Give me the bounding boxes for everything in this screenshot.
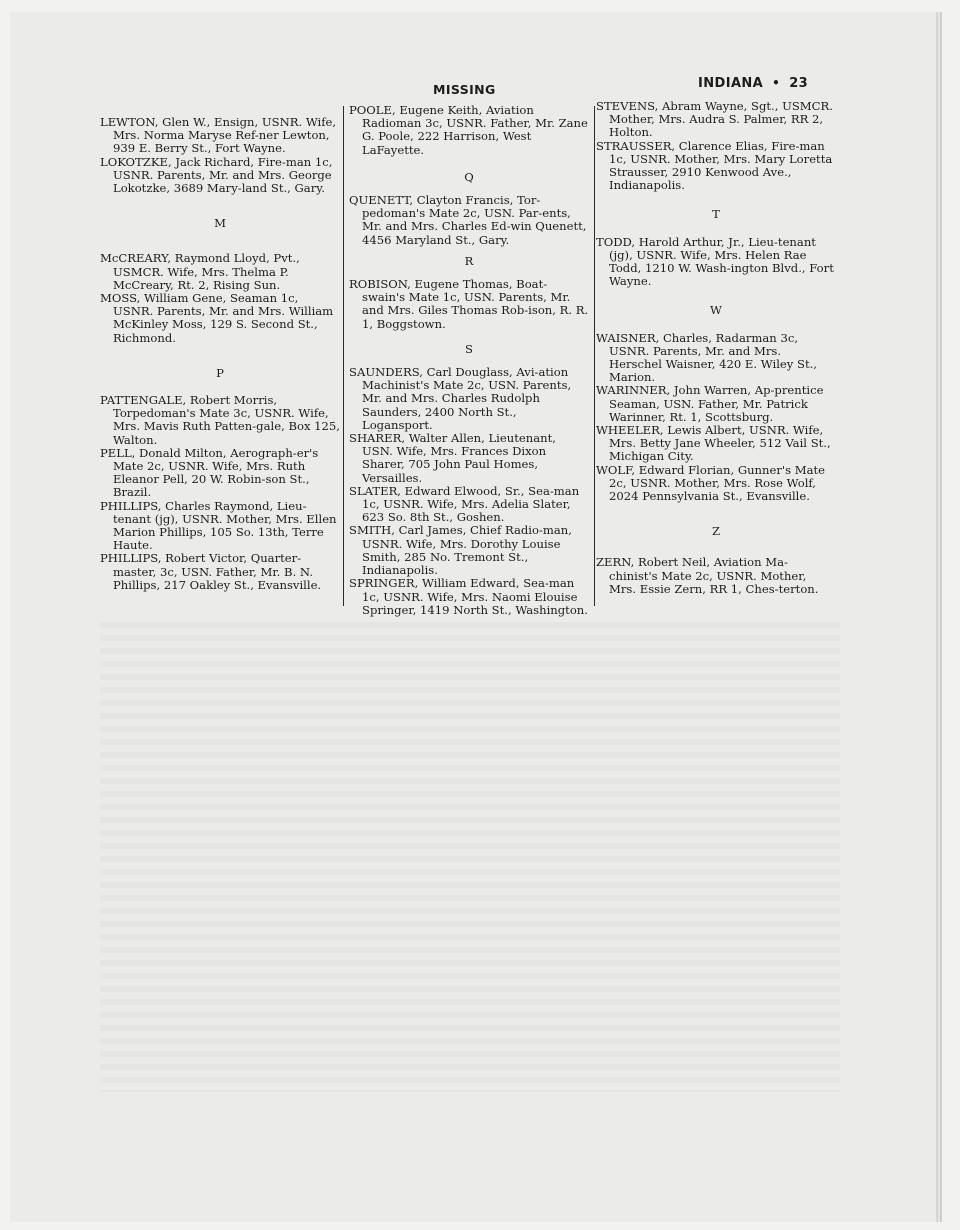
roster-entry: McCREARY, Raymond Lloyd, Pvt., USMCR. Wife, Mrs. Thelma P. McCreary, Rt. 2, Rising Sun. xyxy=(100,251,300,292)
roster-entry: QUENETT, Clayton Francis, Tor-pedoman's Mate 2c, USN. Par-ents, Mr. and Mrs. Charles Ed-win Quenett, 4456 Maryland St., Gary. xyxy=(349,193,587,247)
section-letter: R xyxy=(464,253,474,268)
roster-entry: PHILLIPS, Charles Raymond, Lieu-tenant (jg), USNR. Mother, Mrs. Ellen Marion Phillips, 105 So. 13th, Terre Haute. xyxy=(100,498,337,553)
roster-entry: POOLE, Eugene Keith, Aviation Radioman 3c, USNR. Father, Mr. Zane G. Poole, 222 Harrison, West LaFayette. xyxy=(349,103,588,157)
roster-entry: SLATER, Edward Elwood, Sr., Sea-man 1c, USNR. Wife, Mrs. Adelia Slater, 623 So. 8th St., Goshen. xyxy=(349,483,580,525)
roster-entry: SPRINGER, William Edward, Sea-man 1c, USNR. Wife, Mrs. Naomi Elouise Springer, 1419 North St., Washington. xyxy=(349,576,588,617)
roster-entry: PATTENGALE, Robert Morris, Torpedoman's Mate 3c, USNR. Wife, Mrs. Mavis Ruth Patten-gale, Box 125, Walton. xyxy=(100,393,340,447)
roster-entry: WARINNER, John Warren, Ap-prentice Seaman, USN. Father, Mr. Patrick Warinner, Rt. 1, Scottsburg. xyxy=(596,383,824,424)
roster-entry: WAISNER, Charles, Radarman 3c, USNR. Parents, Mr. and Mrs. Herschel Waisner, 420 E. Wiley St., Marion. xyxy=(596,330,817,385)
column-left xyxy=(100,116,340,592)
roster-entry: MOSS, William Gene, Seaman 1c, USNR. Parents, Mr. and Mrs. William McKinley Moss, 129 S. Second St., Richmond. xyxy=(100,291,334,345)
roster-entry: LOKOTZKE, Jack Richard, Fire-man 1c, USNR. Parents, Mr. and Mrs. George Lokotzke, 3689 Mary-land St., Gary. xyxy=(100,154,333,196)
roster-entry: ZERN, Robert Neil, Aviation Ma-chinist's Mate 2c, USNR. Mother, Mrs. Essie Zern, RR 1, Ches-terton. xyxy=(596,555,819,596)
section-title: MISSING xyxy=(433,82,496,97)
roster-entry: SHARER, Walter Allen, Lieutenant, USN. Wife, Mrs. Frances Dixon Sharer, 705 John Paul Homes, Versailles. xyxy=(349,431,556,485)
page-number: 23 xyxy=(789,76,809,91)
column-middle xyxy=(349,104,589,617)
section-letter: P xyxy=(216,365,224,380)
document-page xyxy=(10,12,936,1222)
running-header xyxy=(698,76,808,91)
roster-entry: PELL, Donald Milton, Aerograph-er's Mate 2c, USNR. Wife, Mrs. Ruth Eleanor Pell, 20 W. Robin-son St., Brazil. xyxy=(100,445,319,500)
roster-entry: STRAUSSER, Clarence Elias, Fire-man 1c, USNR. Mother, Mrs. Mary Loretta Strausser, 2910 Kenwood Ave., Indianapolis. xyxy=(596,138,833,193)
roster-entry: LEWTON, Glen W., Ensign, USNR. Wife, Mrs. Norma Maryse Ref-ner Lewton, 939 E. Berry St., Fort Wayne. xyxy=(100,115,337,156)
roster-entry: SAUNDERS, Carl Douglass, Avi-ation Machinist's Mate 2c, USN. Parents, Mr. and Mrs. Charles Rudolph Saunders, 2400 North St., Logansport. xyxy=(349,365,572,432)
state-name: INDIANA xyxy=(698,76,764,91)
column-rule-right xyxy=(594,106,595,606)
section-letter: Z xyxy=(711,524,721,539)
section-letter: Q xyxy=(464,169,474,184)
roster-entry: WOLF, Edward Florian, Gunner's Mate 2c, USNR. Mother, Mrs. Rose Wolf, 2024 Pennsylvania St., Evansville. xyxy=(596,462,826,504)
section-letter: T xyxy=(712,207,720,222)
column-right xyxy=(596,100,836,596)
section-letter: W xyxy=(710,303,722,318)
roster-entry: TODD, Harold Arthur, Jr., Lieu-tenant (jg), USNR. Wife, Mrs. Helen Rae Todd, 1210 W. Wash-ington Blvd., Fort Wayne. xyxy=(596,234,834,289)
reverse-side-bleed xyxy=(100,622,840,1092)
section-letter: M xyxy=(214,216,226,231)
header-separator: • xyxy=(772,76,781,90)
roster-entry: STEVENS, Abram Wayne, Sgt., USMCR. Mother, Mrs. Audra S. Palmer, RR 2, Holton. xyxy=(596,99,833,140)
roster-entry: WHEELER, Lewis Albert, USNR. Wife, Mrs. Betty Jane Wheeler, 512 Vail St., Michigan City. xyxy=(596,423,831,464)
roster-entry: ROBISON, Eugene Thomas, Boat-swain's Mate 1c, USN. Parents, Mr. and Mrs. Giles Thomas Rob-ison, R. R. 1, Boggstown. xyxy=(349,277,589,331)
roster-entry: SMITH, Carl James, Chief Radio-man, USNR. Wife, Mrs. Dorothy Louise Smith, 285 No. Tremont St., Indianapolis. xyxy=(349,523,572,578)
roster-entry: PHILLIPS, Robert Victor, Quarter-master, 3c, USN. Father, Mr. B. N. Phillips, 217 Oakley St., Evansville. xyxy=(100,551,322,592)
column-rule-left xyxy=(343,106,344,606)
section-letter: S xyxy=(465,341,473,356)
